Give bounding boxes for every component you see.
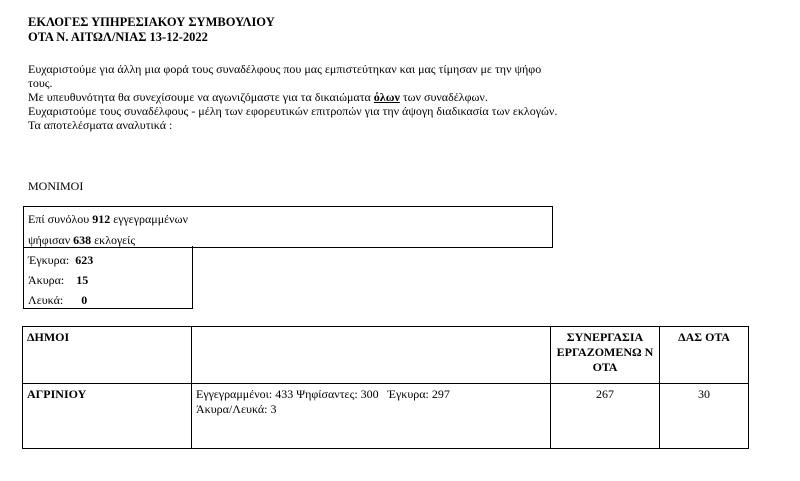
registered-prefix: Επί συνόλου — [28, 212, 90, 226]
details-line-1: Εγγεγραμμένοι: 433 Ψηφίσαντες: 300 Έγκυρα: 297 — [196, 387, 450, 401]
valid-value: 623 — [75, 253, 94, 267]
das-votes: 30 — [660, 384, 749, 449]
vote-breakdown-box — [23, 246, 193, 309]
blank-line — [28, 293, 87, 308]
voted-suffix: εκλογείς — [94, 233, 136, 247]
registered-line — [28, 212, 188, 227]
voted-value: 638 — [73, 233, 92, 247]
table-row — [23, 384, 749, 449]
details-line-2: Άκυρα/Λευκά: 3 — [196, 402, 277, 416]
intro-paragraph-2 — [28, 90, 568, 104]
intro-text — [28, 62, 568, 132]
table-header-row — [23, 327, 749, 384]
title-line-1: ΕΚΛΟΓΕΣ ΥΠΗΡΕΣΙΑΚΟΥ ΣΥΜΒΟΥΛΙΟΥ — [28, 15, 275, 29]
intro-p2-before: Με υπευθυνότητα θα συνεχίσουμε να αγωνιζόμαστε για τα δικαιώματα — [28, 90, 374, 104]
intro-p2-emphasis: όλων — [373, 90, 400, 104]
totals-box — [23, 206, 553, 248]
invalid-line — [28, 273, 88, 288]
blank-label: Λευκά: — [28, 293, 64, 307]
intro-paragraph-3: Ευχαριστούμε τους συναδέλφους - μέλη των εφορευτικών επιτροπών για την άψογη διαδικασία των εκλογών. — [28, 104, 558, 118]
header-municipalities: ΔΗΜΟΙ — [23, 327, 192, 384]
document-title — [28, 15, 275, 45]
valid-line — [28, 253, 93, 268]
blank-value: 0 — [81, 293, 88, 307]
intro-p2-after: των συναδέλφων. — [399, 90, 488, 104]
details-cell — [192, 384, 551, 449]
synergasia-votes: 267 — [551, 384, 660, 449]
invalid-value: 15 — [76, 273, 89, 287]
registered-value: 912 — [92, 212, 111, 226]
section-title: ΜΟΝΙΜΟΙ — [28, 179, 84, 193]
header-das: ΔΑΣ ΟΤΑ — [660, 327, 749, 384]
intro-paragraph-1: Ευχαριστούμε για άλλη μια φορά τους συναδέλφους που μας εμπιστεύτηκαν και μας τίμησαν με την ψήφο τους. — [28, 62, 542, 90]
results-table — [22, 326, 749, 449]
valid-label: Έγκυρα: — [28, 253, 70, 267]
municipality-cell: ΑΓΡΙΝΙΟΥ — [23, 384, 192, 449]
registered-suffix: εγγεγραμμένων — [113, 212, 188, 226]
title-line-2: ΟΤΑ Ν. ΑΙΤΩΛ/ΝΙΑΣ 13-12-2022 — [28, 30, 208, 44]
invalid-label: Άκυρα: — [28, 273, 65, 287]
header-synergasia: ΣΥΝΕΡΓΑΣΙΑ ΕΡΓΑΖΟΜΕΝΩ Ν ΟΤΑ — [551, 327, 660, 384]
header-details — [192, 327, 551, 384]
intro-paragraph-4: Τα αποτελέσματα αναλυτικά : — [28, 118, 173, 132]
voted-prefix: ψήφισαν — [28, 233, 71, 247]
